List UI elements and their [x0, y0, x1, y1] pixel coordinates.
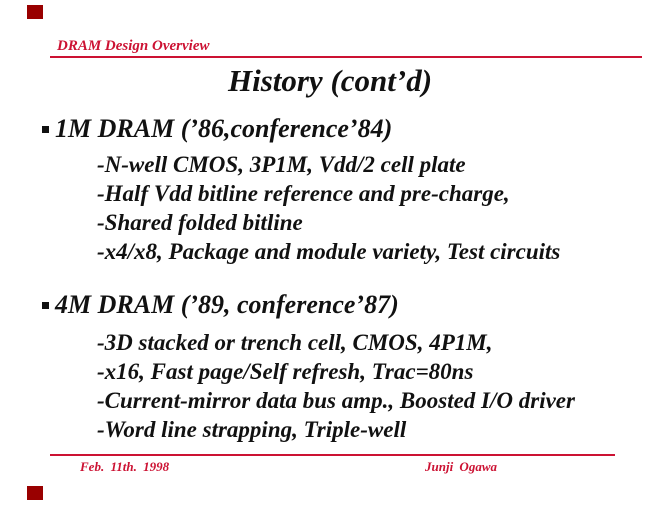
- list-item: -N-well CMOS, 3P1M, Vdd/2 cell plate: [97, 152, 466, 177]
- footer-author: Junji Ogawa: [425, 459, 497, 474]
- list-item: -3D stacked or trench cell, CMOS, 4P1M,: [97, 330, 493, 355]
- list-item: -Current-mirror data bus amp., Boosted I/O driver: [97, 388, 575, 413]
- section-heading-label: 1M DRAM (’86,conference’84): [55, 114, 393, 143]
- footer-date: Feb. 11th. 1998: [80, 459, 170, 474]
- list-item: -Shared folded bitline: [97, 210, 303, 235]
- header-rule: [50, 56, 642, 58]
- list-item: -Half Vdd bitline reference and pre-charge,: [97, 181, 510, 206]
- header-label: DRAM Design Overview: [57, 38, 210, 54]
- list-item: -Word line strapping, Triple-well: [97, 417, 407, 442]
- section-items-4m-dram: [97, 328, 575, 444]
- footer-rule: [50, 454, 615, 456]
- corner-square-icon: [27, 486, 43, 500]
- section-heading-4m-dram: [42, 290, 399, 320]
- section-items-1m-dram: [97, 150, 560, 266]
- section-heading-label: 4M DRAM (’89, conference’87): [55, 290, 399, 319]
- page-title: History (cont’d): [227, 63, 433, 98]
- bullet-square-icon: [42, 302, 49, 309]
- section-heading-1m-dram: [42, 114, 392, 144]
- bullet-square-icon: [42, 126, 49, 133]
- corner-square-icon: [27, 5, 43, 19]
- list-item: -x4/x8, Package and module variety, Test circuits: [97, 239, 561, 264]
- list-item: -x16, Fast page/Self refresh, Trac=80ns: [97, 359, 474, 384]
